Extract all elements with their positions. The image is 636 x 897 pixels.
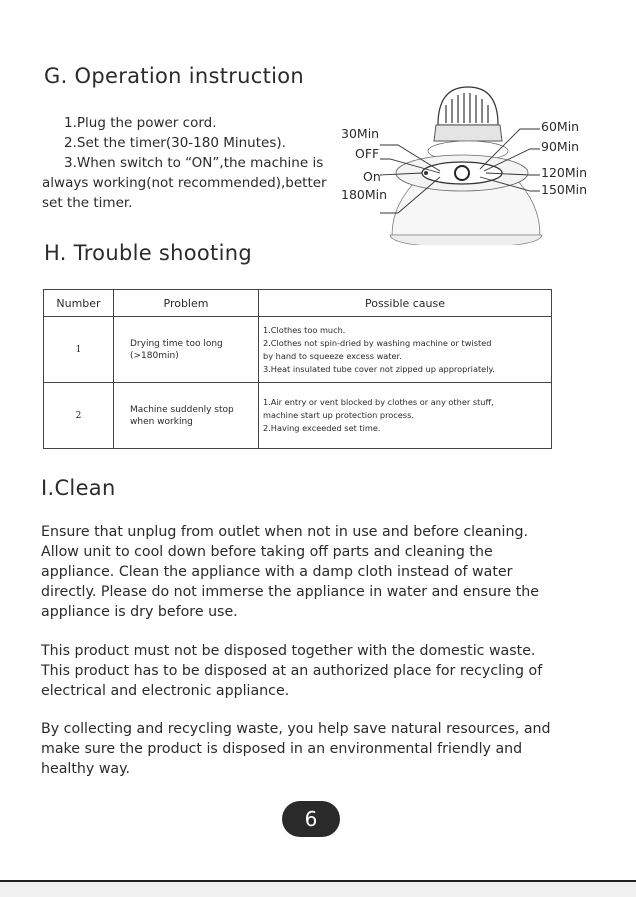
header-problem: Problem [114,290,259,317]
operation-step: 2.Set the timer(30-180 Minutes). [64,135,286,151]
bottom-band [0,882,636,897]
problem-line: when working [130,416,193,427]
table-row [44,383,552,449]
operation-step: always working(not recommended),better [42,175,327,191]
paragraph-line: Ensure that unplug from outlet when not in use and before cleaning. [41,524,528,540]
operation-title: G. Operation instruction [44,64,305,88]
timer-label-120min: 120Min [541,165,588,180]
row-number: 1 [44,317,114,383]
paragraph-line: directly. Please do not immerse the appliance in water and ensure the [41,584,539,600]
cause-line: 2.Clothes not spin-dried by washing machine or twisted [263,337,492,348]
cause-line: machine start up protection process. [263,410,414,420]
header-cause: Possible cause [259,290,552,317]
operation-step: 3.When switch to “ON”,the machine is [64,155,324,171]
operation-step: 1.Plug the power cord. [64,115,217,131]
row-cause [259,383,552,449]
timer-label-150min: 150Min [541,182,588,197]
clean-paragraph-1 [41,522,539,622]
clean-paragraph-3 [41,719,551,779]
page-number-badge: 6 [282,801,340,837]
cause-line: 2.Having exceeded set time. [263,423,381,433]
cause-line: 1.Air entry or vent blocked by clothes or any other stuff, [263,397,494,407]
row-number: 2 [44,383,114,449]
header-number: Number [44,290,114,317]
timer-label-30min: 30Min [341,126,380,141]
trouble-table [43,289,552,449]
paragraph-line: Allow unit to cool down before taking off parts and cleaning the [41,544,493,560]
paragraph-line: This product must not be disposed together with the domestic waste. [41,643,536,659]
cause-line: 3.Heat insulated tube cover not zipped up appropriately. [263,363,495,374]
cause-line: 1.Clothes too much. [263,324,346,335]
paragraph-line: appliance. Clean the appliance with a damp cloth instead of water [41,564,513,580]
paragraph-line: healthy way. [41,761,130,777]
trouble-title: H. Trouble shooting [44,241,252,265]
paragraph-line: This product has to be disposed at an authorized place for recycling of [41,663,543,679]
timer-label-on: On [363,169,381,184]
operation-step: set the timer. [42,195,133,211]
table-header-row [44,290,552,317]
row-problem [114,383,259,449]
timer-label-180min: 180Min [341,187,388,202]
table-row [44,317,552,383]
paragraph-line: appliance is dry before use. [41,604,238,620]
problem-line: Machine suddenly stop [130,404,234,415]
timer-dial-illustration [380,85,550,245]
row-cause [259,317,552,383]
timer-label-off: OFF [355,146,380,161]
cause-line: by hand to squeeze excess water. [263,350,402,361]
timer-label-90min: 90Min [541,139,580,154]
row-problem [114,317,259,383]
paragraph-line: electrical and electronic appliance. [41,683,290,699]
timer-label-60min: 60Min [541,119,580,134]
paragraph-line: By collecting and recycling waste, you help save natural resources, and [41,721,551,737]
clean-paragraph-2 [41,641,542,701]
paragraph-line: make sure the product is disposed in an environmental friendly and [41,741,523,757]
clean-title: I.Clean [41,476,116,500]
problem-line: Drying time too long [130,338,223,349]
problem-line: (>180min) [130,350,179,361]
operation-steps [43,113,327,213]
